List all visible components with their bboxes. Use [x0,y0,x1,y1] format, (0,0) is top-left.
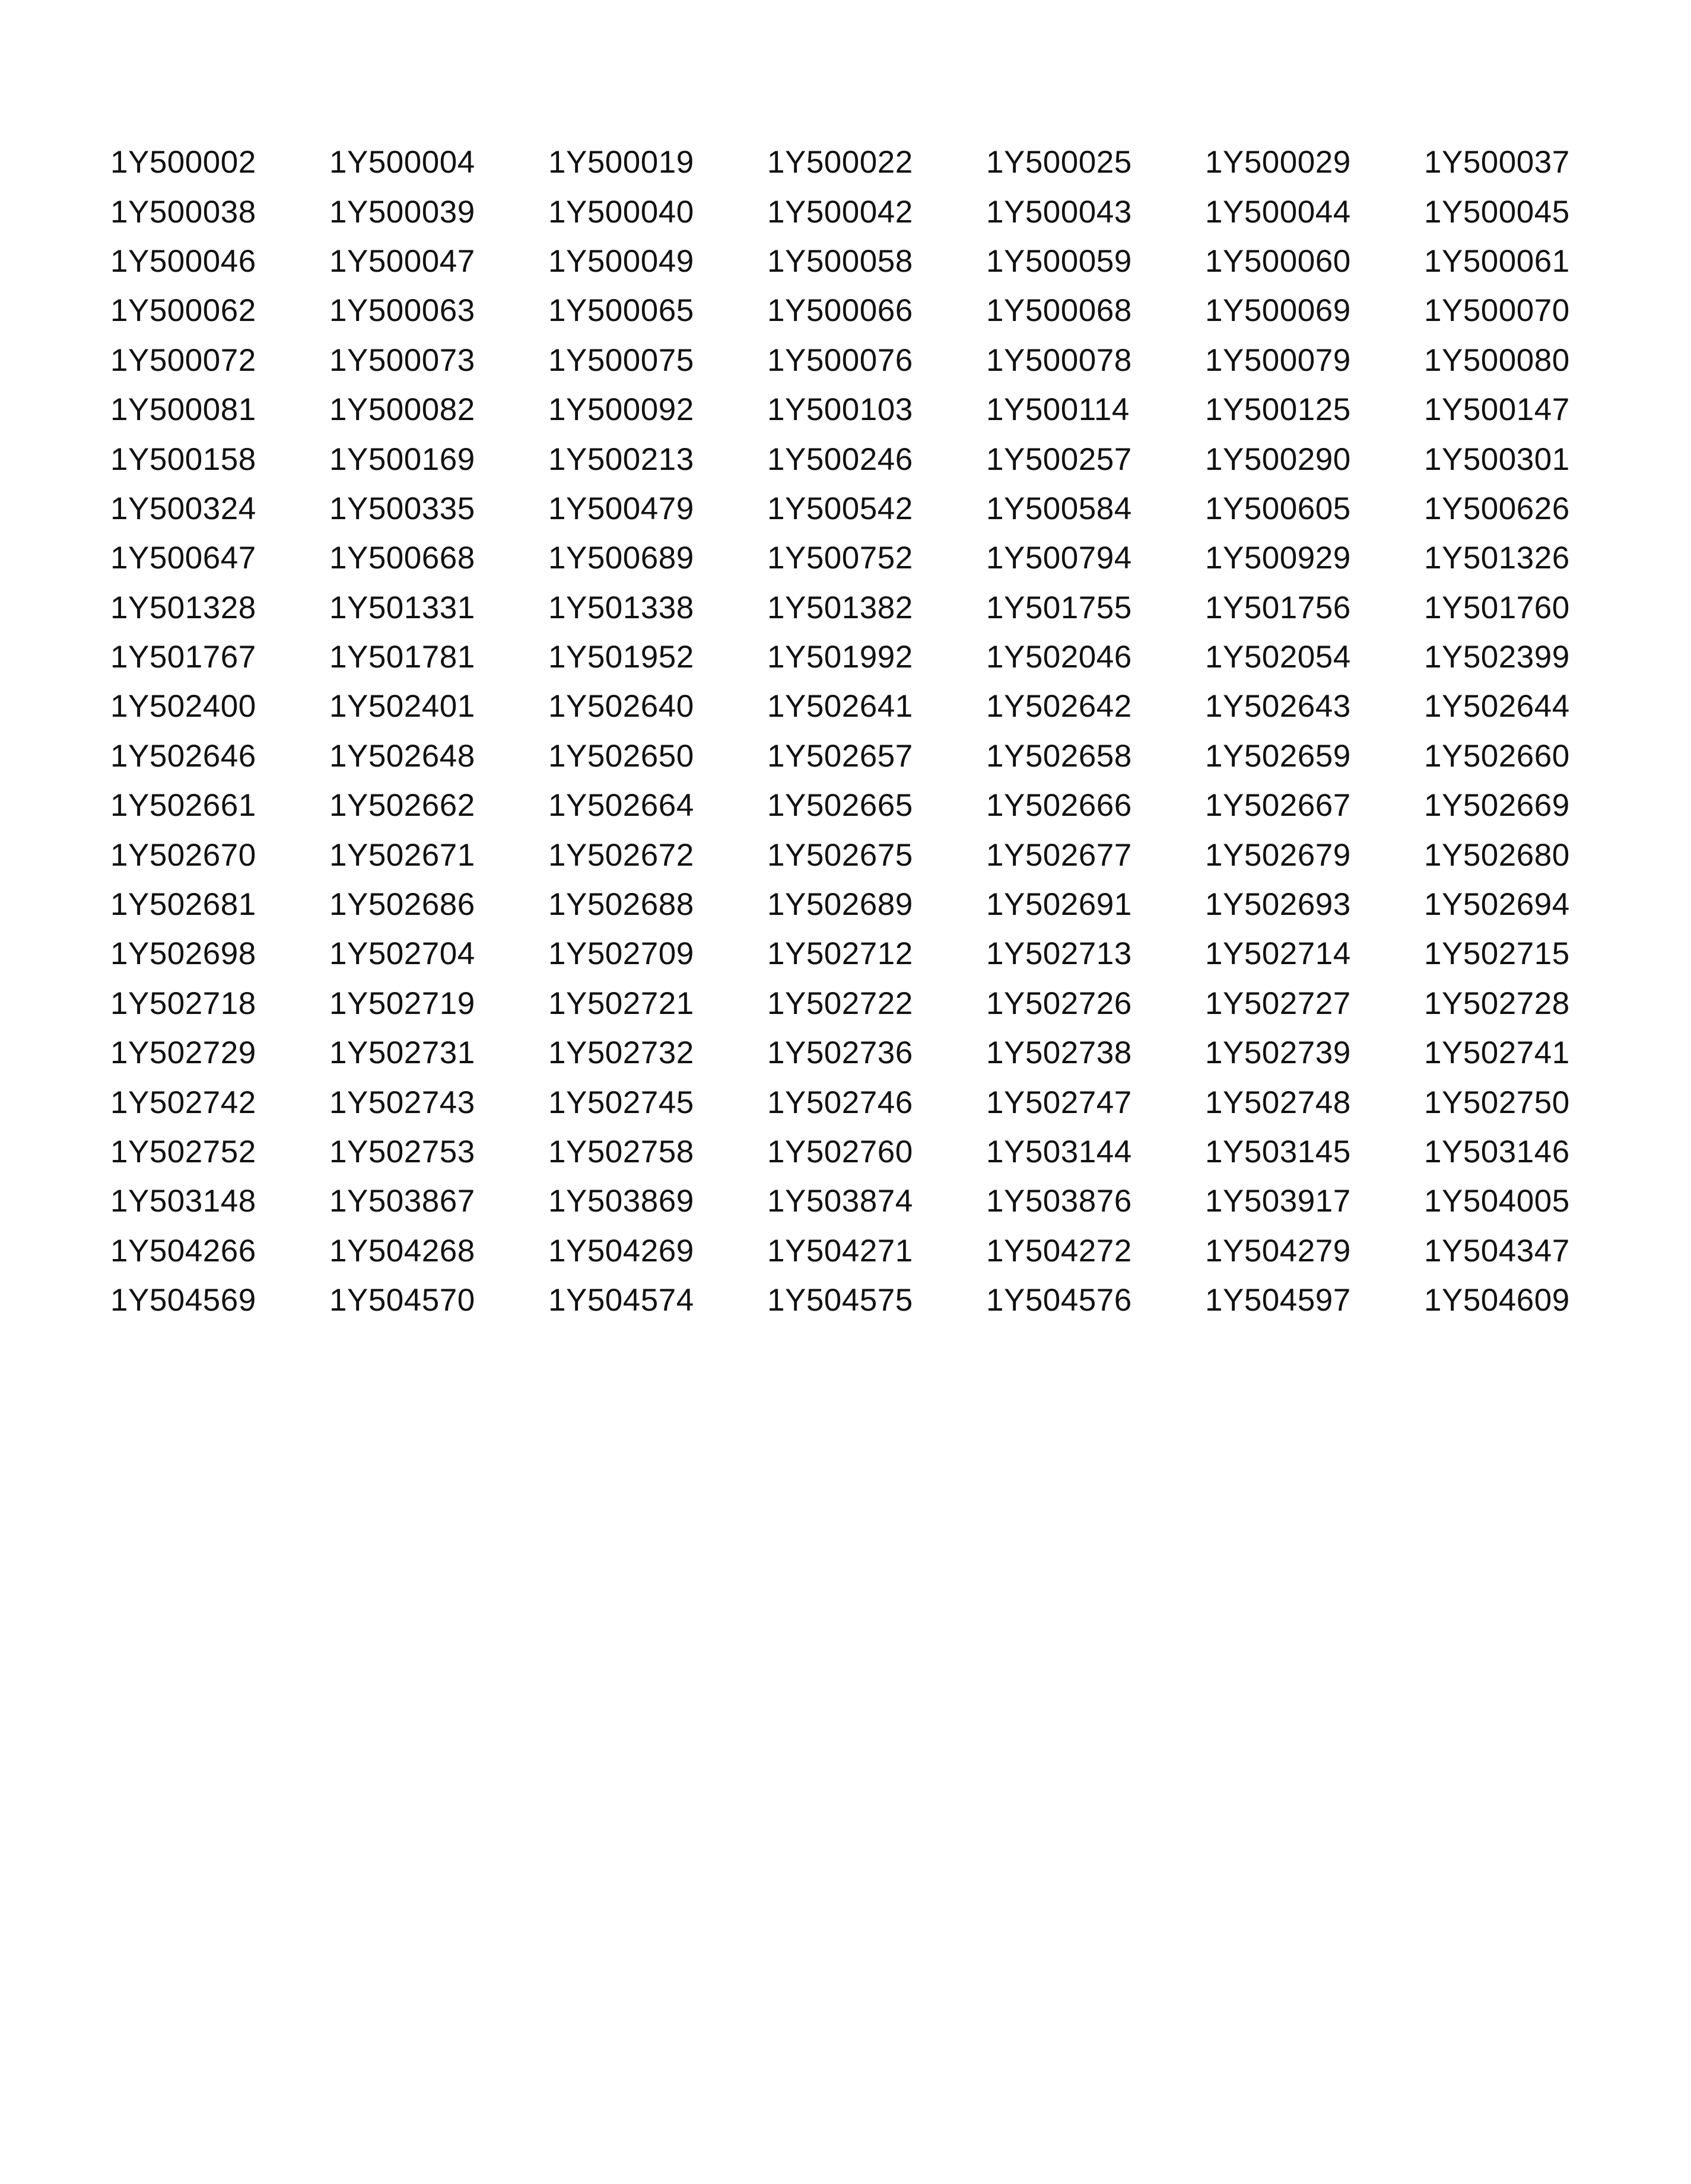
identifier-code: 1Y502743 [329,1085,475,1120]
identifier-row [110,682,1629,731]
identifier-code: 1Y500069 [1205,293,1351,329]
identifier-code: 1Y500063 [329,293,475,329]
identifier-row [110,484,1629,533]
identifier-code: 1Y504574 [548,1283,694,1318]
identifier-code: 1Y502686 [329,887,475,923]
identifier-code: 1Y500045 [1424,194,1570,230]
identifier-code: 1Y502739 [1205,1035,1351,1071]
identifier-row [110,1077,1629,1127]
identifier-row [110,732,1629,781]
identifier-code: 1Y502722 [767,985,913,1021]
identifier-grid [110,138,1629,1325]
identifier-code: 1Y504575 [767,1283,913,1318]
identifier-code: 1Y501992 [767,640,913,675]
identifier-code: 1Y502664 [548,788,694,824]
identifier-code: 1Y500029 [1205,145,1351,180]
identifier-code: 1Y500479 [548,491,694,526]
identifier-code: 1Y500059 [986,243,1132,279]
identifier-code: 1Y502712 [767,936,913,972]
identifier-code: 1Y500584 [986,491,1132,526]
identifier-code: 1Y501756 [1205,590,1351,625]
identifier-code: 1Y500335 [329,491,475,526]
identifier-code: 1Y500075 [548,342,694,378]
identifier-code: 1Y502646 [110,738,256,774]
identifier-code: 1Y500605 [1205,491,1351,526]
identifier-code: 1Y501767 [110,640,256,675]
identifier-code: 1Y502640 [548,689,694,724]
identifier-code: 1Y500169 [329,441,475,477]
identifier-code: 1Y500246 [767,441,913,477]
identifier-code: 1Y503146 [1424,1134,1570,1169]
identifier-code: 1Y504269 [548,1233,694,1269]
identifier-code: 1Y502662 [329,788,475,824]
identifier-code: 1Y501331 [329,590,475,625]
identifier-code: 1Y501952 [548,640,694,675]
identifier-code: 1Y504266 [110,1233,256,1269]
identifier-code: 1Y500002 [110,145,256,180]
identifier-code: 1Y502667 [1205,788,1351,824]
identifier-code: 1Y502660 [1424,738,1570,774]
identifier-code: 1Y502650 [548,738,694,774]
identifier-code: 1Y500082 [329,392,475,428]
identifier-code: 1Y500022 [767,145,913,180]
identifier-code: 1Y504576 [986,1283,1132,1318]
identifier-row [110,583,1629,632]
identifier-code: 1Y500004 [329,145,475,180]
identifier-code: 1Y502694 [1424,887,1570,923]
identifier-code: 1Y504597 [1205,1283,1351,1318]
identifier-code: 1Y500668 [329,541,475,576]
identifier-code: 1Y502693 [1205,887,1351,923]
identifier-code: 1Y500158 [110,441,256,477]
identifier-code: 1Y500103 [767,392,913,428]
identifier-code: 1Y500147 [1424,392,1570,428]
identifier-code: 1Y500542 [767,491,913,526]
identifier-code: 1Y500040 [548,194,694,230]
identifier-row [110,830,1629,879]
identifier-code: 1Y500626 [1424,491,1570,526]
identifier-code: 1Y500257 [986,441,1132,477]
identifier-code: 1Y502698 [110,936,256,972]
identifier-code: 1Y500065 [548,293,694,329]
identifier-code: 1Y502742 [110,1085,256,1120]
identifier-code: 1Y500689 [548,541,694,576]
identifier-code: 1Y502665 [767,788,913,824]
identifier-row [110,336,1629,385]
identifier-code: 1Y502644 [1424,689,1570,724]
identifier-code: 1Y500929 [1205,541,1351,576]
identifier-code: 1Y502641 [767,689,913,724]
identifier-code: 1Y500042 [767,194,913,230]
identifier-code: 1Y502689 [767,887,913,923]
identifier-row [110,1177,1629,1226]
identifier-code: 1Y503148 [110,1184,256,1219]
identifier-code: 1Y500047 [329,243,475,279]
identifier-code: 1Y504268 [329,1233,475,1269]
identifier-code: 1Y503144 [986,1134,1132,1169]
identifier-code: 1Y502750 [1424,1085,1570,1120]
identifier-code: 1Y500037 [1424,145,1570,180]
identifier-code: 1Y502760 [767,1134,913,1169]
identifier-code: 1Y502731 [329,1035,475,1071]
identifier-code: 1Y504609 [1424,1283,1570,1318]
identifier-code: 1Y502753 [329,1134,475,1169]
identifier-code: 1Y503145 [1205,1134,1351,1169]
identifier-code: 1Y504570 [329,1283,475,1318]
identifier-code: 1Y500078 [986,342,1132,378]
identifier-code: 1Y502679 [1205,837,1351,873]
identifier-code: 1Y502728 [1424,985,1570,1021]
identifier-code: 1Y500039 [329,194,475,230]
identifier-code: 1Y500043 [986,194,1132,230]
identifier-code: 1Y502721 [548,985,694,1021]
identifier-row [110,237,1629,286]
identifier-row [110,979,1629,1028]
identifier-code: 1Y500114 [986,392,1130,428]
identifier-code: 1Y502672 [548,837,694,873]
identifier-code: 1Y502046 [986,640,1132,675]
identifier-code: 1Y502747 [986,1085,1132,1120]
identifier-row [110,929,1629,978]
identifier-code: 1Y502713 [986,936,1132,972]
identifier-code: 1Y502732 [548,1035,694,1071]
identifier-code: 1Y502669 [1424,788,1570,824]
identifier-row [110,286,1629,335]
identifier-code: 1Y502729 [110,1035,256,1071]
identifier-code: 1Y501781 [329,640,475,675]
identifier-code: 1Y500049 [548,243,694,279]
identifier-code: 1Y500073 [329,342,475,378]
identifier-code: 1Y500025 [986,145,1132,180]
identifier-code: 1Y502726 [986,985,1132,1021]
identifier-code: 1Y500752 [767,541,913,576]
identifier-code: 1Y500290 [1205,441,1351,477]
identifier-code: 1Y502719 [329,985,475,1021]
identifier-code: 1Y500081 [110,392,256,428]
identifier-code: 1Y502675 [767,837,913,873]
identifier-code: 1Y500076 [767,342,913,378]
identifier-code: 1Y502642 [986,689,1132,724]
identifier-code: 1Y500070 [1424,293,1570,329]
identifier-row [110,632,1629,682]
identifier-code: 1Y502752 [110,1134,256,1169]
identifier-code: 1Y503867 [329,1184,475,1219]
identifier-code: 1Y502718 [110,985,256,1021]
identifier-code: 1Y500794 [986,541,1132,576]
identifier-code: 1Y501755 [986,590,1132,625]
identifier-row [110,187,1629,236]
identifier-code: 1Y500062 [110,293,256,329]
identifier-code: 1Y500060 [1205,243,1351,279]
identifier-code: 1Y502727 [1205,985,1351,1021]
identifier-row [110,1028,1629,1077]
identifier-code: 1Y501760 [1424,590,1570,625]
identifier-code: 1Y500019 [548,145,694,180]
identifier-code: 1Y504279 [1205,1233,1351,1269]
identifier-row [110,1276,1629,1325]
identifier-code: 1Y500125 [1205,392,1351,428]
identifier-code: 1Y503874 [767,1184,913,1219]
identifier-code: 1Y500046 [110,243,256,279]
identifier-row [110,880,1629,929]
identifier-code: 1Y502691 [986,887,1132,923]
identifier-code: 1Y502745 [548,1085,694,1120]
identifier-code: 1Y502736 [767,1035,913,1071]
identifier-code: 1Y502688 [548,887,694,923]
identifier-code: 1Y502054 [1205,640,1351,675]
identifier-row [110,1127,1629,1177]
identifier-row [110,385,1629,434]
identifier-code: 1Y500058 [767,243,913,279]
identifier-code: 1Y502400 [110,689,256,724]
identifier-code: 1Y502714 [1205,936,1351,972]
identifier-code: 1Y504272 [986,1233,1132,1269]
identifier-code: 1Y501382 [767,590,913,625]
identifier-code: 1Y504271 [767,1233,913,1269]
identifier-code: 1Y502738 [986,1035,1132,1071]
identifier-code: 1Y502671 [329,837,475,873]
identifier-code: 1Y500647 [110,541,256,576]
identifier-code: 1Y502658 [986,738,1132,774]
identifier-code: 1Y500080 [1424,342,1570,378]
identifier-code: 1Y500068 [986,293,1132,329]
identifier-row [110,1226,1629,1276]
identifier-code: 1Y502659 [1205,738,1351,774]
identifier-code: 1Y502401 [329,689,475,724]
identifier-code: 1Y504569 [110,1283,256,1318]
identifier-code: 1Y500213 [548,441,694,477]
identifier-code: 1Y502657 [767,738,913,774]
identifier-code: 1Y502680 [1424,837,1570,873]
identifier-code: 1Y502399 [1424,640,1570,675]
identifier-code: 1Y500061 [1424,243,1570,279]
identifier-code: 1Y502741 [1424,1035,1570,1071]
identifier-code: 1Y502758 [548,1134,694,1169]
identifier-code: 1Y500072 [110,342,256,378]
identifier-code: 1Y501328 [110,590,256,625]
identifier-code: 1Y500324 [110,491,256,526]
identifier-code: 1Y502748 [1205,1085,1351,1120]
identifier-code: 1Y503869 [548,1184,694,1219]
identifier-code: 1Y502666 [986,788,1132,824]
identifier-code: 1Y502643 [1205,689,1351,724]
identifier-code: 1Y501326 [1424,541,1570,576]
identifier-code: 1Y500301 [1424,441,1570,477]
identifier-code: 1Y502709 [548,936,694,972]
identifier-row [110,138,1629,187]
identifier-code: 1Y502661 [110,788,256,824]
identifier-code: 1Y504005 [1424,1184,1570,1219]
identifier-code: 1Y500092 [548,392,694,428]
identifier-code: 1Y500079 [1205,342,1351,378]
identifier-code: 1Y502715 [1424,936,1570,972]
identifier-row [110,434,1629,484]
identifier-code: 1Y500038 [110,194,256,230]
identifier-code: 1Y501338 [548,590,694,625]
identifier-code: 1Y502681 [110,887,256,923]
identifier-code: 1Y503876 [986,1184,1132,1219]
identifier-code: 1Y502677 [986,837,1132,873]
identifier-code: 1Y504347 [1424,1233,1570,1269]
identifier-code: 1Y502704 [329,936,475,972]
identifier-code: 1Y502746 [767,1085,913,1120]
identifier-code: 1Y502648 [329,738,475,774]
identifier-code: 1Y500066 [767,293,913,329]
identifier-row [110,533,1629,583]
identifier-code: 1Y500044 [1205,194,1351,230]
identifier-code: 1Y502670 [110,837,256,873]
identifier-row [110,781,1629,830]
identifier-code: 1Y503917 [1205,1184,1351,1219]
